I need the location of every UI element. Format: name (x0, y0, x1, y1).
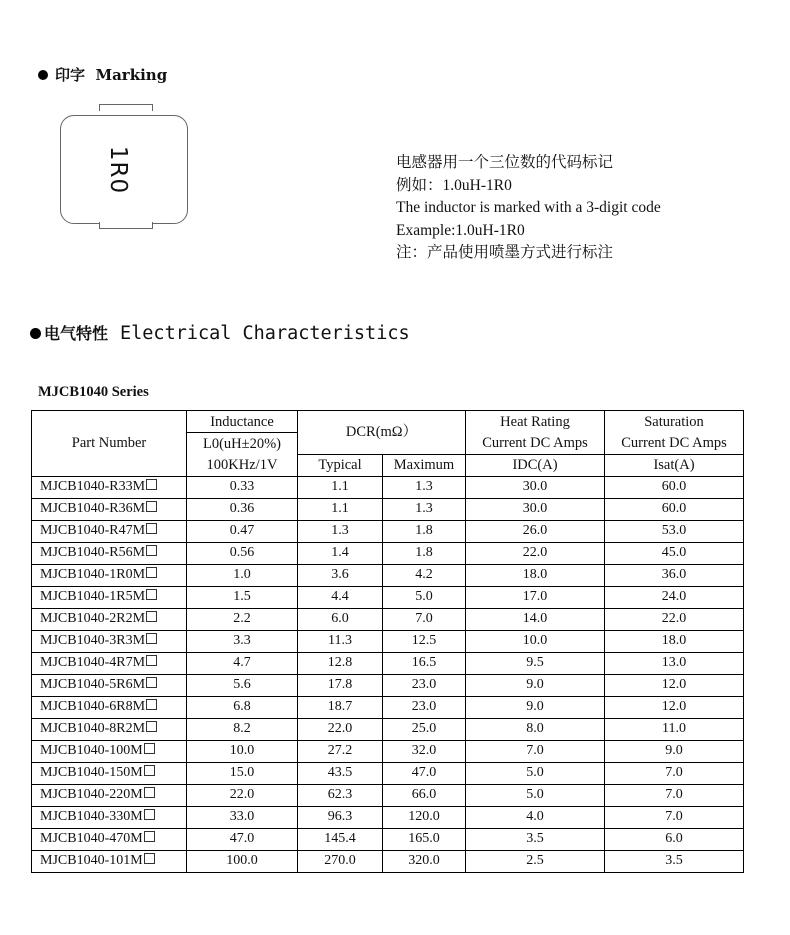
part-number-text: MJCB1040-8R2M (40, 721, 146, 736)
part-number-text: MJCB1040-R56M (40, 545, 146, 560)
header-saturation-current: Current DC Amps (605, 433, 744, 455)
checkbox-placeholder-icon (144, 831, 155, 842)
idc-cell: 17.0 (466, 586, 605, 608)
part-number-text: MJCB1040-R47M (40, 523, 146, 538)
table-row (32, 630, 744, 652)
part-number-text: MJCB1040-1R0M (40, 567, 146, 582)
part-number-cell (32, 674, 187, 696)
header-dcr-maximum: Maximum (383, 454, 466, 476)
part-number-text: MJCB1040-6R8M (40, 699, 146, 714)
inductance-cell: 2.2 (187, 608, 298, 630)
part-number-cell (32, 652, 187, 674)
part-number-cell (32, 520, 187, 542)
idc-cell: 4.0 (466, 806, 605, 828)
header-heat-current: Current DC Amps (466, 433, 605, 455)
part-number-text: MJCB1040-R36M (40, 501, 146, 516)
isat-cell: 45.0 (605, 542, 744, 564)
table-row (32, 674, 744, 696)
header-saturation: Saturation (605, 411, 744, 433)
idc-cell: 5.0 (466, 762, 605, 784)
inductance-cell: 0.56 (187, 542, 298, 564)
chip-terminal-bottom (99, 222, 153, 229)
isat-cell: 24.0 (605, 586, 744, 608)
table-row (32, 740, 744, 762)
dcr-typical-cell: 1.3 (298, 520, 383, 542)
electrical-heading (30, 321, 410, 345)
idc-cell: 30.0 (466, 498, 605, 520)
idc-cell: 2.5 (466, 850, 605, 872)
isat-cell: 11.0 (605, 718, 744, 740)
part-number-text: MJCB1040-470M (40, 831, 143, 846)
dcr-typical-cell: 6.0 (298, 608, 383, 630)
part-number-text: MJCB1040-101M (40, 853, 143, 868)
idc-cell: 30.0 (466, 476, 605, 498)
dcr-typical-cell: 4.4 (298, 586, 383, 608)
checkbox-placeholder-icon (146, 677, 157, 688)
table-row (32, 652, 744, 674)
marking-heading-en: Marking (95, 66, 168, 84)
marking-description-line: 电感器用一个三位数的代码标记 (396, 154, 614, 171)
marking-description (396, 152, 661, 265)
inductance-cell: 8.2 (187, 718, 298, 740)
inductance-cell: 0.47 (187, 520, 298, 542)
dcr-maximum-cell: 23.0 (383, 696, 466, 718)
chip-marking-code: 1R0 (105, 145, 131, 195)
header-inductance: Inductance (187, 411, 298, 433)
series-title: MJCB1040 Series (38, 384, 149, 400)
isat-cell: 3.5 (605, 850, 744, 872)
dcr-typical-cell: 1.1 (298, 476, 383, 498)
dcr-typical-cell: 145.4 (298, 828, 383, 850)
marking-heading-zh: 印字 (55, 66, 86, 84)
part-number-cell (32, 608, 187, 630)
checkbox-placeholder-icon (146, 699, 157, 710)
isat-cell: 7.0 (605, 762, 744, 784)
dcr-typical-cell: 43.5 (298, 762, 383, 784)
isat-cell: 18.0 (605, 630, 744, 652)
part-number-text: MJCB1040-330M (40, 809, 143, 824)
dcr-maximum-cell: 1.8 (383, 542, 466, 564)
table-row (32, 850, 744, 872)
bullet-icon (30, 328, 41, 339)
dcr-typical-cell: 22.0 (298, 718, 383, 740)
dcr-typical-cell: 11.3 (298, 630, 383, 652)
checkbox-placeholder-icon (144, 765, 155, 776)
idc-cell: 9.0 (466, 674, 605, 696)
part-number-cell (32, 696, 187, 718)
dcr-typical-cell: 62.3 (298, 784, 383, 806)
inductance-cell: 4.7 (187, 652, 298, 674)
idc-cell: 26.0 (466, 520, 605, 542)
inductance-cell: 0.33 (187, 476, 298, 498)
dcr-typical-cell: 1.4 (298, 542, 383, 564)
dcr-typical-cell: 270.0 (298, 850, 383, 872)
table-row (32, 520, 744, 542)
dcr-maximum-cell: 47.0 (383, 762, 466, 784)
inductance-cell: 33.0 (187, 806, 298, 828)
idc-cell: 8.0 (466, 718, 605, 740)
part-number-cell (32, 476, 187, 498)
idc-cell: 5.0 (466, 784, 605, 806)
idc-cell: 9.5 (466, 652, 605, 674)
inductance-cell: 1.5 (187, 586, 298, 608)
checkbox-placeholder-icon (146, 545, 157, 556)
header-dcr-typical: Typical (298, 454, 383, 476)
dcr-maximum-cell: 7.0 (383, 608, 466, 630)
checkbox-placeholder-icon (144, 787, 155, 798)
header-isat: Isat(A) (605, 454, 744, 476)
dcr-maximum-cell: 165.0 (383, 828, 466, 850)
dcr-typical-cell: 27.2 (298, 740, 383, 762)
checkbox-placeholder-icon (146, 501, 157, 512)
part-number-cell (32, 498, 187, 520)
table-body (32, 476, 744, 872)
dcr-maximum-cell: 25.0 (383, 718, 466, 740)
checkbox-placeholder-icon (146, 633, 157, 644)
checkbox-placeholder-icon (146, 479, 157, 490)
part-number-cell (32, 850, 187, 872)
checkbox-placeholder-icon (146, 589, 157, 600)
electrical-heading-en: Electrical Characteristics (120, 323, 410, 344)
part-number-text: MJCB1040-2R2M (40, 611, 146, 626)
part-number-text: MJCB1040-5R6M (40, 677, 146, 692)
inductance-cell: 15.0 (187, 762, 298, 784)
part-number-cell (32, 740, 187, 762)
chip-terminal-top (99, 104, 153, 111)
dcr-typical-cell: 18.7 (298, 696, 383, 718)
checkbox-placeholder-icon (144, 743, 155, 754)
part-number-cell (32, 542, 187, 564)
dcr-maximum-cell: 1.3 (383, 498, 466, 520)
bullet-icon (38, 70, 48, 80)
dcr-maximum-cell: 1.3 (383, 476, 466, 498)
isat-cell: 60.0 (605, 476, 744, 498)
part-number-text: MJCB1040-1R5M (40, 589, 146, 604)
part-number-text: MJCB1040-3R3M (40, 633, 146, 648)
part-number-cell (32, 806, 187, 828)
dcr-typical-cell: 17.8 (298, 674, 383, 696)
isat-cell: 12.0 (605, 674, 744, 696)
part-number-text: MJCB1040-100M (40, 743, 143, 758)
part-number-cell (32, 762, 187, 784)
isat-cell: 9.0 (605, 740, 744, 762)
inductance-cell: 6.8 (187, 696, 298, 718)
table-row (32, 784, 744, 806)
part-number-text: MJCB1040-R33M (40, 479, 146, 494)
dcr-typical-cell: 1.1 (298, 498, 383, 520)
checkbox-placeholder-icon (146, 611, 157, 622)
marking-heading (38, 64, 167, 85)
idc-cell: 9.0 (466, 696, 605, 718)
part-number-text: MJCB1040-4R7M (40, 655, 146, 670)
inductance-cell: 3.3 (187, 630, 298, 652)
idc-cell: 18.0 (466, 564, 605, 586)
dcr-maximum-cell: 16.5 (383, 652, 466, 674)
part-number-text: MJCB1040-150M (40, 765, 143, 780)
dcr-maximum-cell: 120.0 (383, 806, 466, 828)
table-row (32, 608, 744, 630)
electrical-heading-zh: 电气特性 (44, 324, 109, 343)
inductance-cell: 22.0 (187, 784, 298, 806)
table-row (32, 806, 744, 828)
part-number-cell (32, 828, 187, 850)
marking-description-line: Example:1.0uH-1R0 (396, 221, 525, 239)
table-row (32, 586, 744, 608)
inductance-cell: 5.6 (187, 674, 298, 696)
marking-description-line: The inductor is marked with a 3-digit code (396, 199, 661, 216)
electrical-characteristics-table (31, 410, 744, 873)
dcr-maximum-cell: 1.8 (383, 520, 466, 542)
part-number-cell (32, 630, 187, 652)
isat-cell: 22.0 (605, 608, 744, 630)
inductance-cell: 10.0 (187, 740, 298, 762)
marking-description-line: 注：产品使用喷墨方式进行标注 (396, 244, 614, 261)
inductance-cell: 1.0 (187, 564, 298, 586)
part-number-cell (32, 784, 187, 806)
checkbox-placeholder-icon (144, 853, 155, 864)
dcr-typical-cell: 96.3 (298, 806, 383, 828)
dcr-maximum-cell: 5.0 (383, 586, 466, 608)
isat-cell: 36.0 (605, 564, 744, 586)
isat-cell: 6.0 (605, 828, 744, 850)
table-row (32, 542, 744, 564)
dcr-typical-cell: 12.8 (298, 652, 383, 674)
header-part-number: Part Number (32, 411, 187, 477)
marking-description-line: 例如：1.0uH-1R0 (396, 176, 512, 194)
idc-cell: 14.0 (466, 608, 605, 630)
isat-cell: 12.0 (605, 696, 744, 718)
idc-cell: 22.0 (466, 542, 605, 564)
dcr-maximum-cell: 32.0 (383, 740, 466, 762)
table-row (32, 476, 744, 498)
header-inductance-tolerance: L0(uH±20%) (187, 433, 298, 455)
idc-cell: 7.0 (466, 740, 605, 762)
checkbox-placeholder-icon (146, 567, 157, 578)
isat-cell: 60.0 (605, 498, 744, 520)
table-row (32, 718, 744, 740)
part-number-cell (32, 586, 187, 608)
isat-cell: 53.0 (605, 520, 744, 542)
inductance-cell: 47.0 (187, 828, 298, 850)
dcr-maximum-cell: 320.0 (383, 850, 466, 872)
header-inductance-test: 100KHz/1V (187, 454, 298, 476)
table-row (32, 564, 744, 586)
dcr-typical-cell: 3.6 (298, 564, 383, 586)
idc-cell: 10.0 (466, 630, 605, 652)
part-number-cell (32, 718, 187, 740)
header-heat-rating: Heat Rating (466, 411, 605, 433)
header-dcr: DCR(mΩ） (298, 411, 466, 455)
header-idc: IDC(A) (466, 454, 605, 476)
idc-cell: 3.5 (466, 828, 605, 850)
table-row (32, 696, 744, 718)
dcr-maximum-cell: 23.0 (383, 674, 466, 696)
dcr-maximum-cell: 66.0 (383, 784, 466, 806)
table-row (32, 762, 744, 784)
checkbox-placeholder-icon (144, 809, 155, 820)
checkbox-placeholder-icon (146, 523, 157, 534)
table-row (32, 828, 744, 850)
dcr-maximum-cell: 4.2 (383, 564, 466, 586)
checkbox-placeholder-icon (146, 655, 157, 666)
inductance-cell: 100.0 (187, 850, 298, 872)
checkbox-placeholder-icon (146, 721, 157, 732)
isat-cell: 13.0 (605, 652, 744, 674)
inductance-cell: 0.36 (187, 498, 298, 520)
part-number-text: MJCB1040-220M (40, 787, 143, 802)
table-row (32, 498, 744, 520)
dcr-maximum-cell: 12.5 (383, 630, 466, 652)
part-number-cell (32, 564, 187, 586)
isat-cell: 7.0 (605, 784, 744, 806)
isat-cell: 7.0 (605, 806, 744, 828)
